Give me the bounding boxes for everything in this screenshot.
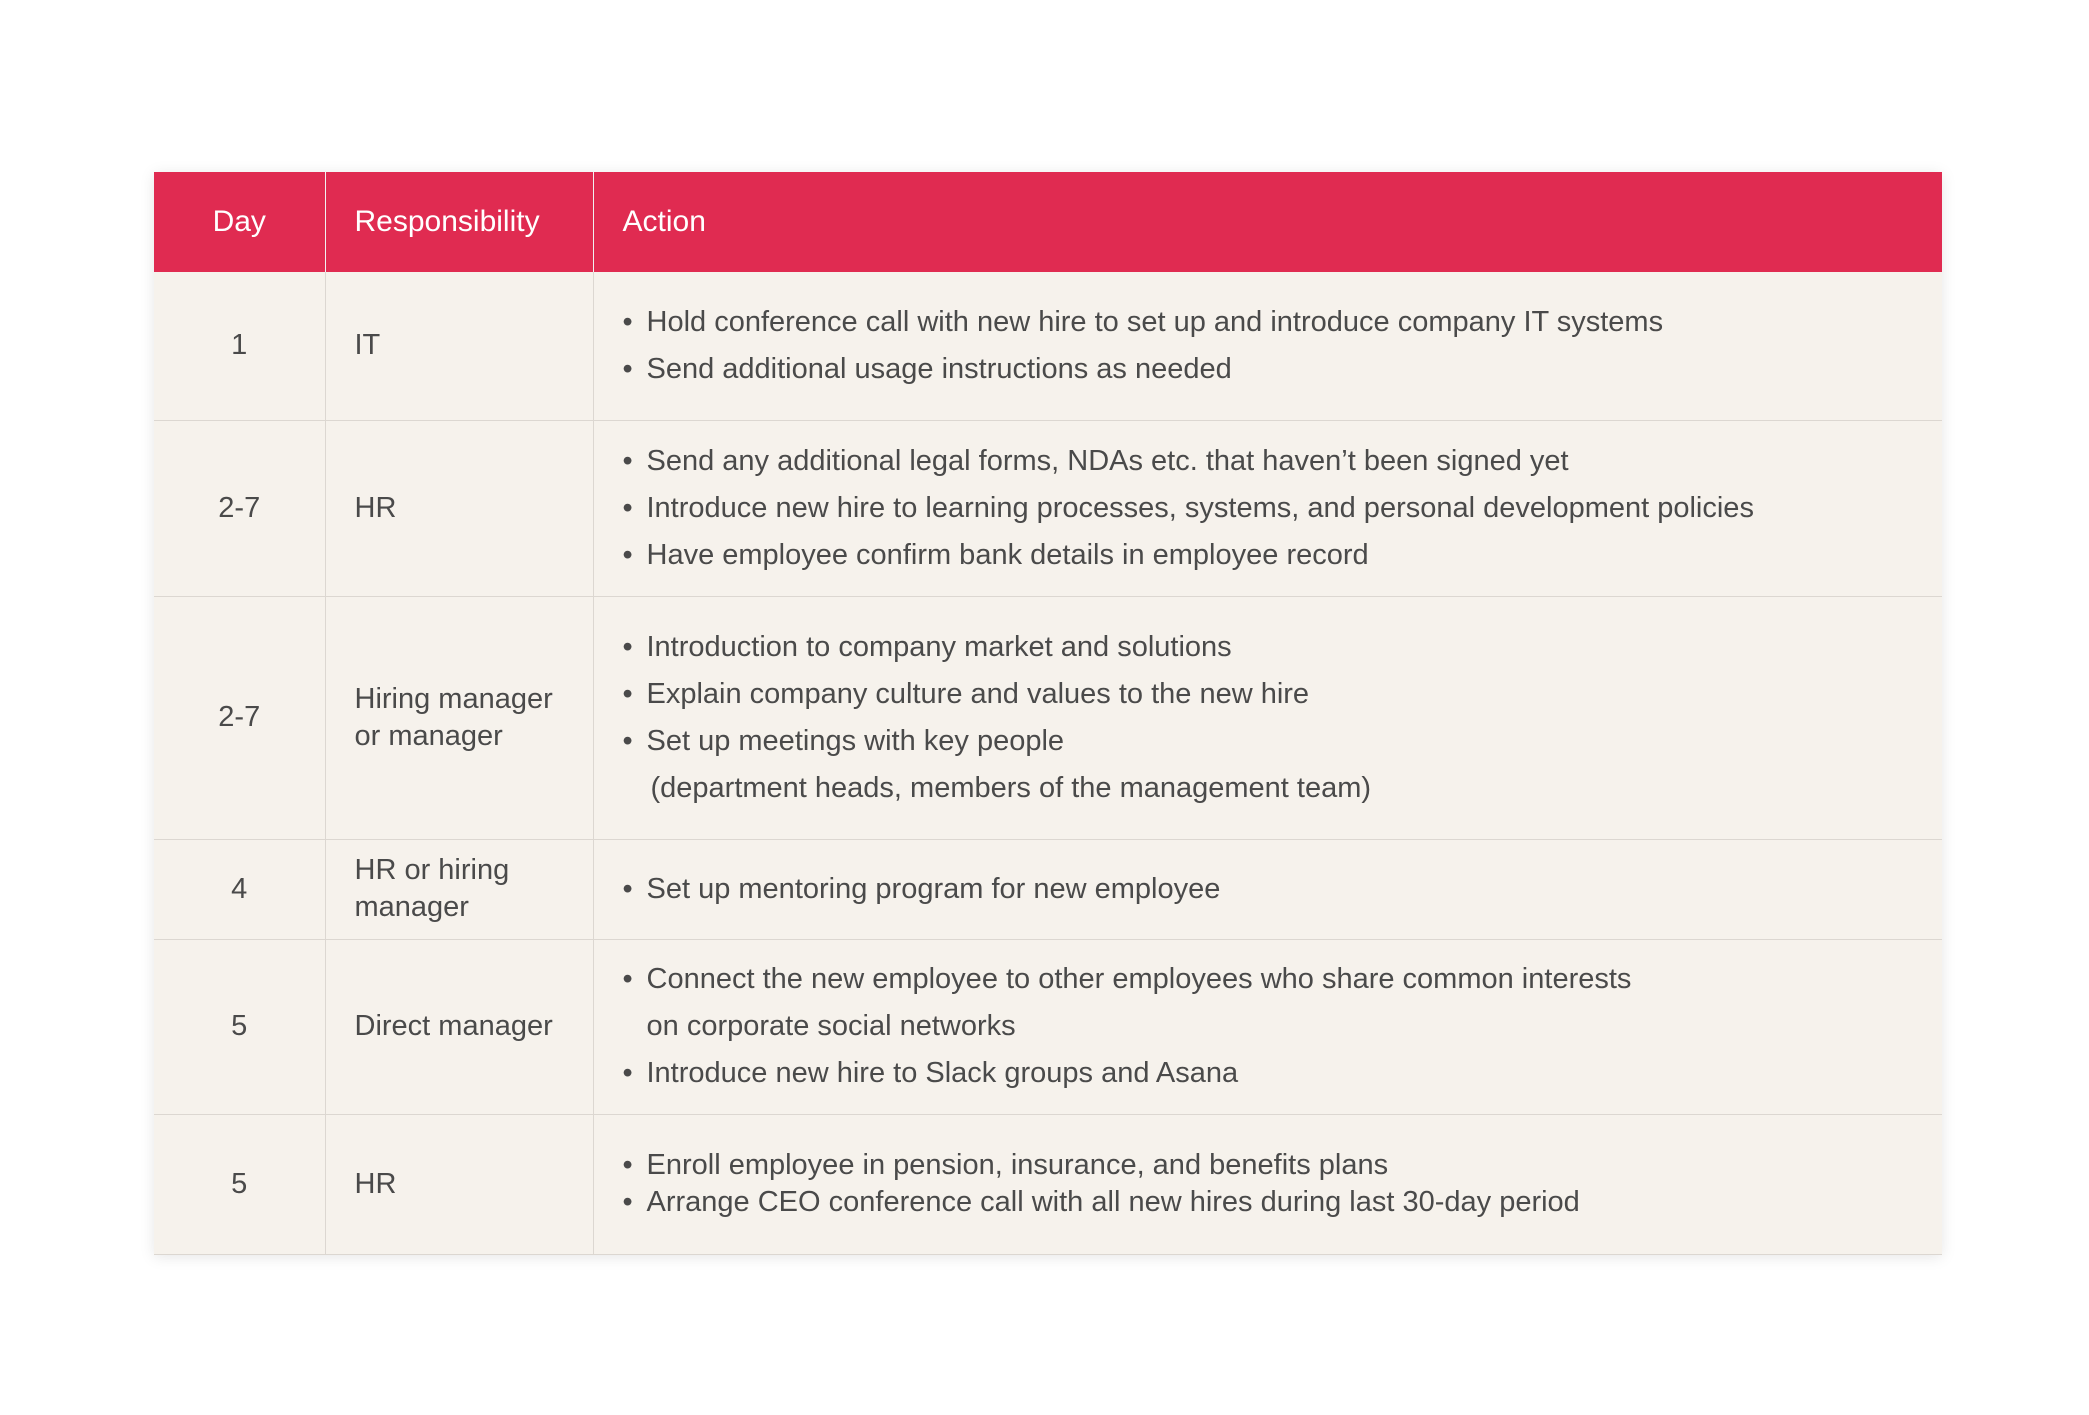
action-item: • Send any additional legal forms, NDAs etc. that haven’t been signed yet [623,438,1943,485]
action-cell [593,420,1942,596]
action-item: • Enroll employee in pension, insurance, and benefits plans [623,1147,1943,1184]
action-cell [593,839,1942,939]
table-header-row [154,172,1942,272]
action-cell [593,272,1942,420]
table-row [154,839,1942,939]
responsibility-cell: Hiring manager or manager [325,596,593,839]
action-item [623,718,1943,812]
action-item-text: Set up meetings with key people [646,724,1065,757]
day-cell: 5 [154,939,325,1114]
day-cell: 2-7 [154,596,325,839]
day-cell: 4 [154,839,325,939]
header-action: Action [593,172,1942,272]
day-cell: 1 [231,329,248,362]
responsibility-cell: HR or hiring manager [325,839,593,939]
action-list [623,956,1943,1097]
action-cell [593,939,1942,1114]
action-item: • Arrange CEO conference call with all new hires during last 30-day period [623,1184,1943,1221]
action-item-continuation: (department heads, members of the management team) [650,771,1372,804]
action-item-continuation: on corporate social networks [646,1010,1016,1042]
responsibility-cell: Direct manager [325,939,593,1114]
action-item: • Set up mentoring program for new employee [623,866,1943,913]
table-row [154,596,1942,839]
responsibility-cell: HR [325,420,593,596]
action-list [623,1147,1943,1221]
responsibility-cell: HR [325,1114,593,1254]
action-cell [593,1114,1942,1254]
action-item: • Explain company culture and values to the new hire [623,671,1943,718]
day-cell: 5 [154,1114,325,1254]
table-row [154,420,1942,596]
table-row [154,272,1942,420]
day-cell: 2-7 [154,420,325,596]
responsibility-cell: IT [325,272,593,420]
action-list [623,438,1943,579]
action-cell [593,596,1942,839]
action-list [623,866,1943,913]
action-item: • Introduction to company market and solutions [623,624,1943,671]
table-row [154,1114,1942,1254]
action-item: • Introduce new hire to Slack groups and Asana [623,1050,1943,1097]
action-list [623,299,1943,393]
action-item: • Send additional usage instructions as needed [623,346,1943,393]
action-item: • Have employee confirm bank details in employee record [623,532,1943,579]
onboarding-table-container [154,172,1942,1255]
header-day: Day [212,205,266,238]
header-responsibility: Responsibility [325,172,593,272]
action-item: • Introduce new hire to learning processes, systems, and personal development policies [623,485,1943,532]
action-item-text: Connect the new employee to other employees who share common interests [646,963,1632,995]
action-item [623,956,1943,1050]
action-list [623,624,1943,812]
action-item: • Hold conference call with new hire to set up and introduce company IT systems [623,299,1943,346]
onboarding-table [154,172,1942,1255]
table-row [154,939,1942,1114]
